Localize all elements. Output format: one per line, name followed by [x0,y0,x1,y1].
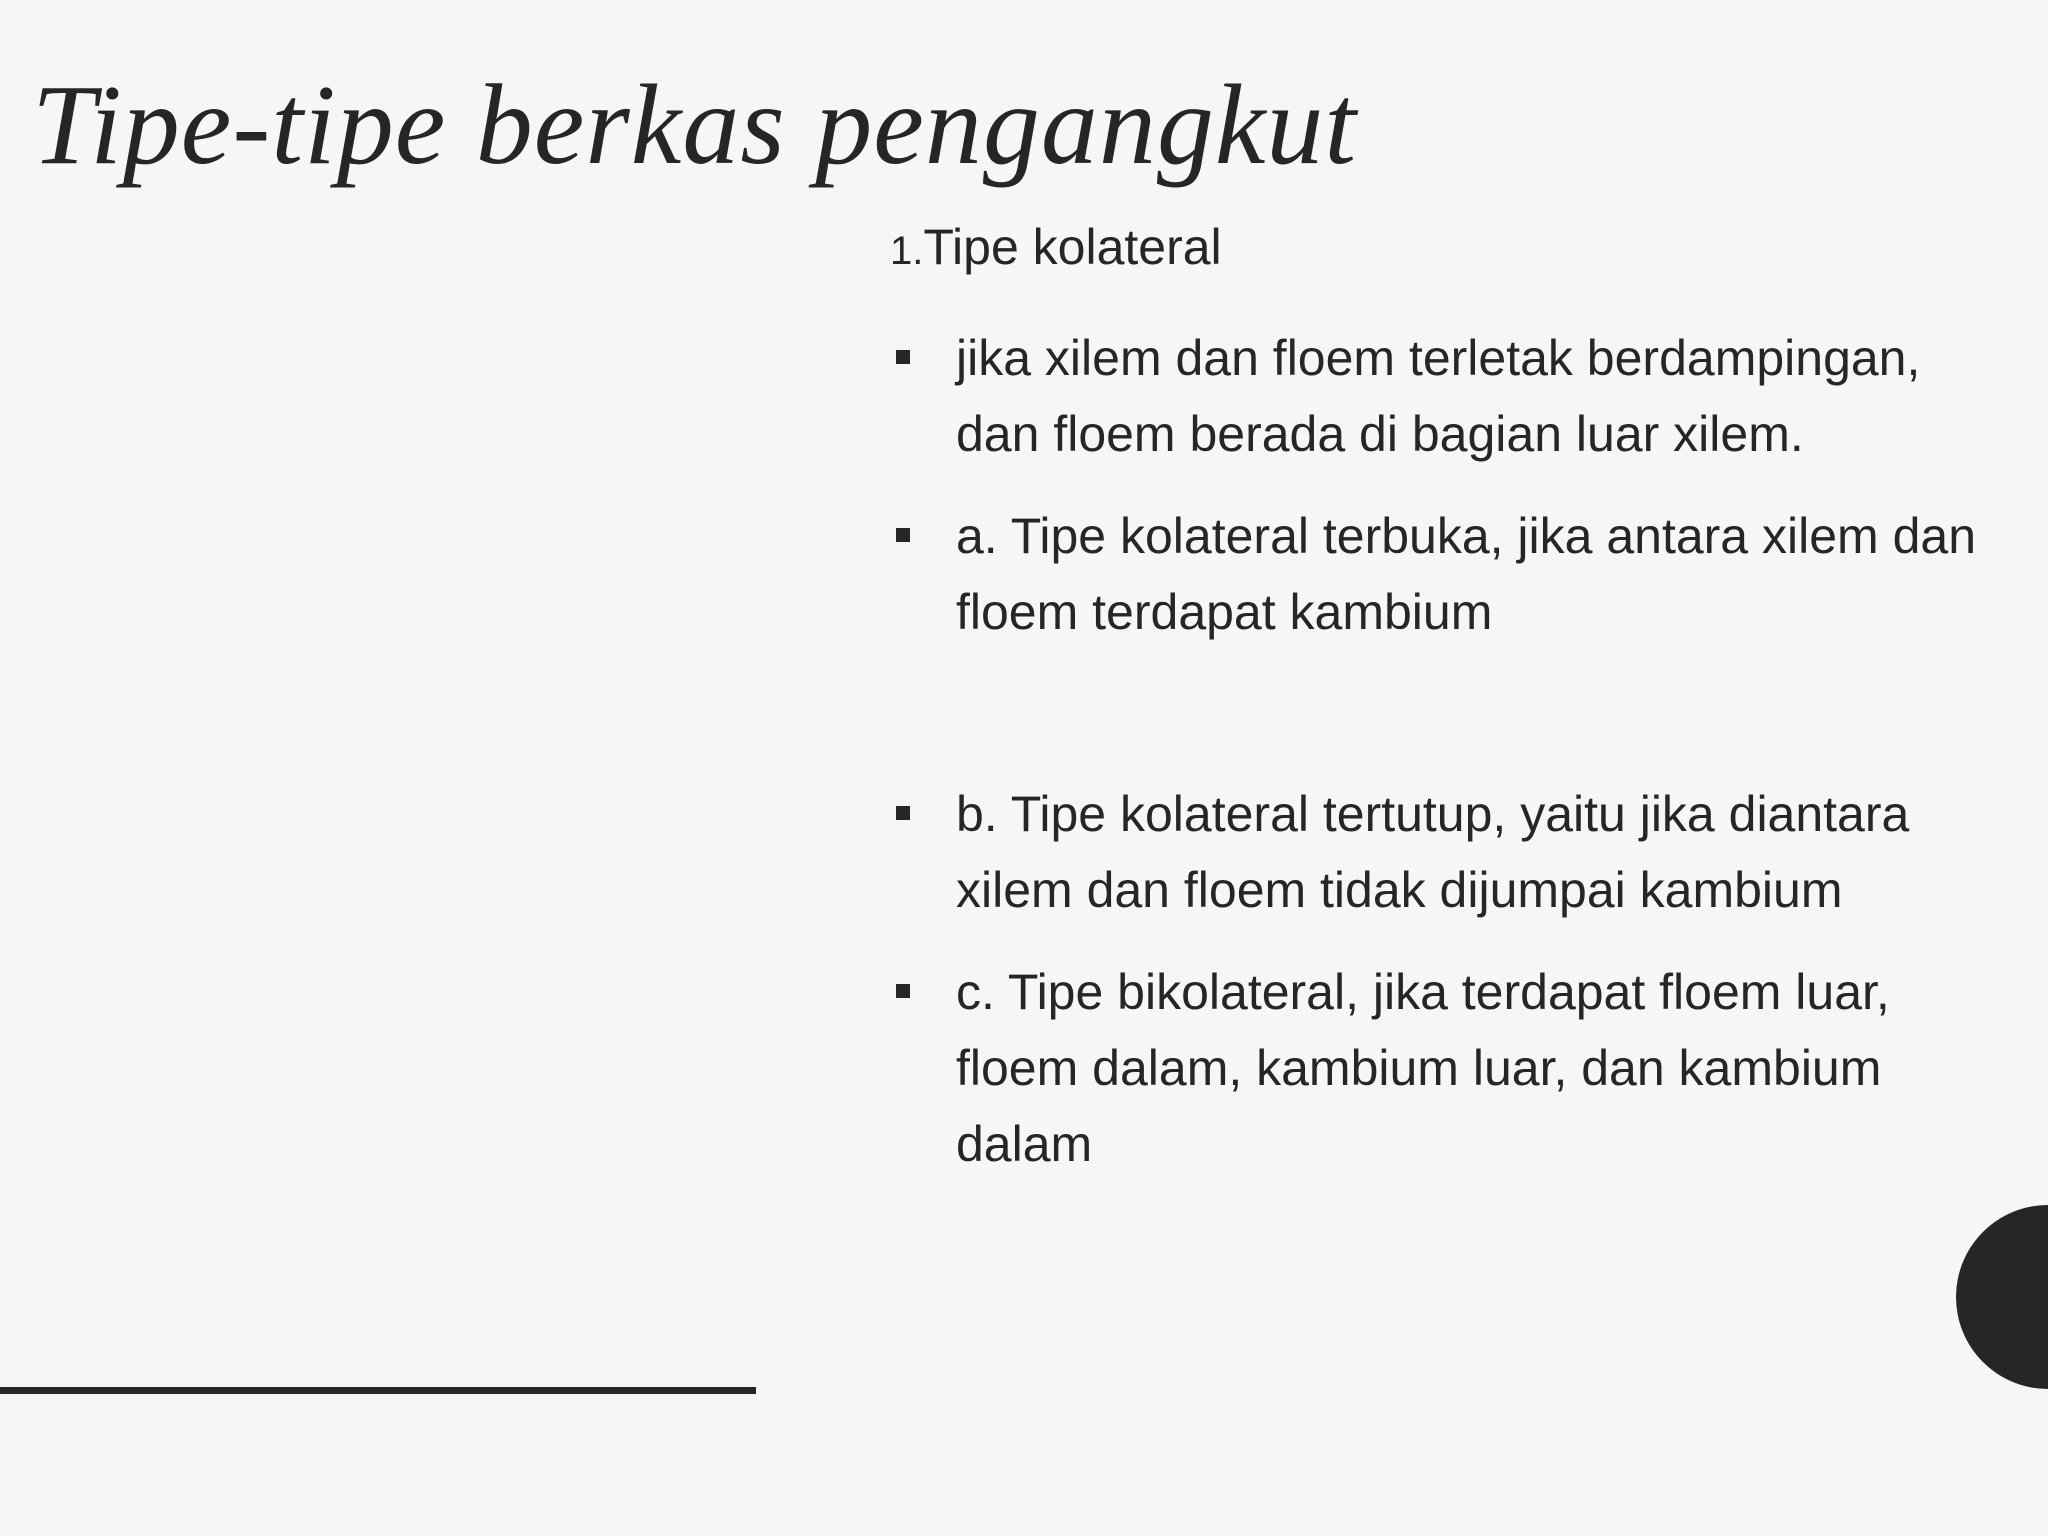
square-bullet-icon [896,806,910,820]
numbered-heading [890,214,2000,284]
bullet-item-kolateral-terbuka [890,498,1996,650]
bullet-item-kolateral-tertutup [890,776,1996,928]
bullet-item-definition [890,320,1996,472]
bullet-text: jika xilem dan floem terletak berdampingan, dan floem berada di bagian luar xilem. [956,330,1921,462]
bottom-divider-line [0,1387,756,1394]
bullet-list [890,320,2000,1182]
slide-title: Tipe-tipe berkas pengangkut [32,61,1358,188]
bullet-text: a. Tipe kolateral terbuka, jika antara xilem dan floem terdapat kambium [956,508,1976,640]
square-bullet-icon [896,984,910,998]
heading-number: 1. [890,229,924,273]
bullet-item-bikolateral [890,954,1996,1182]
bullet-text: b. Tipe kolateral tertutup, yaitu jika diantara xilem dan floem tidak dijumpai kambium [956,786,1910,918]
decorative-circle [1956,1205,2048,1389]
square-bullet-icon [896,350,910,364]
heading-text: Tipe kolateral [923,219,1222,275]
slide-content [890,214,2000,1208]
square-bullet-icon [896,528,910,542]
bullet-text: c. Tipe bikolateral, jika terdapat floem luar, floem dalam, kambium luar, dan kambium dalam [956,964,1890,1172]
